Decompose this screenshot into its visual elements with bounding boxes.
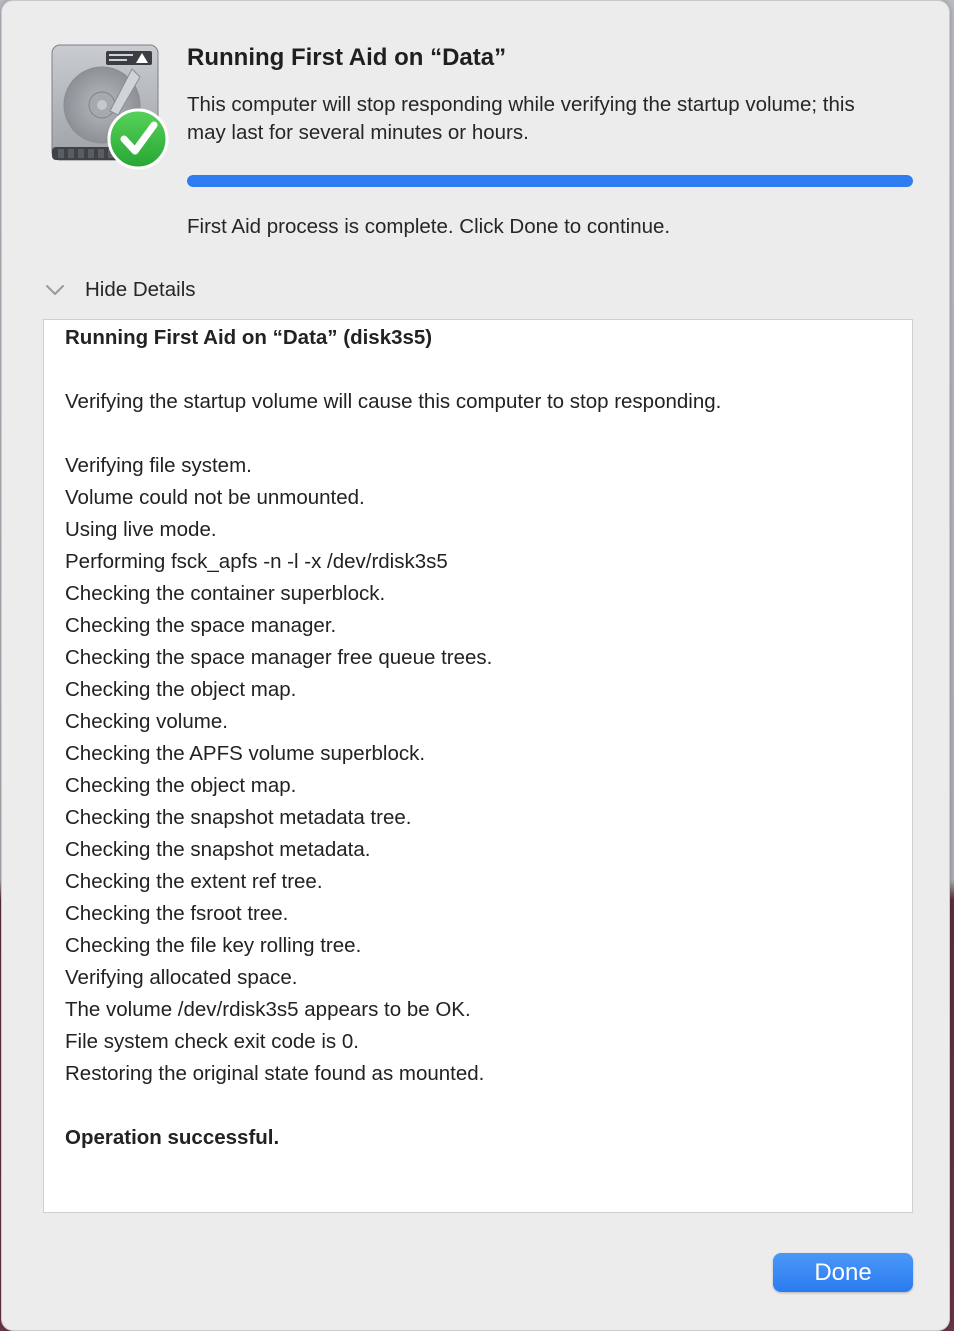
log-line: The volume /dev/rdisk3s5 appears to be OK.: [65, 998, 471, 1021]
hide-details-label[interactable]: Hide Details: [85, 278, 196, 301]
log-warning: Verifying the startup volume will cause this computer to stop responding.: [65, 390, 722, 413]
log-line: Using live mode.: [65, 518, 217, 541]
progress-bar: [187, 175, 913, 187]
log-line: Checking volume.: [65, 710, 228, 733]
log-line: Checking the APFS volume superblock.: [65, 742, 426, 765]
done-button[interactable]: Done: [773, 1253, 913, 1292]
log-line: Checking the object map.: [65, 678, 297, 701]
dialog-title: Running First Aid on “Data”: [187, 44, 507, 71]
log-line: Checking the space manager free queue trees.: [65, 646, 493, 669]
log-line: Performing fsck_apfs -n -l -x /dev/rdisk3s5: [65, 550, 448, 573]
hide-details-toggle[interactable]: [40, 273, 196, 307]
status-text: First Aid process is complete. Click Done to continue.: [187, 215, 671, 238]
log-heading: Running First Aid on “Data” (disk3s5): [65, 326, 433, 349]
log-line: Verifying allocated space.: [65, 966, 298, 989]
progress-fill: [187, 175, 913, 187]
log-line: Volume could not be unmounted.: [65, 486, 365, 509]
log-line: Checking the file key rolling tree.: [65, 934, 362, 957]
log-line: Checking the snapshot metadata.: [65, 838, 371, 861]
log-line: Checking the space manager.: [65, 614, 337, 637]
log-line: Restoring the original state found as mounted.: [65, 1062, 485, 1085]
dialog-message: This computer will stop responding while verifying the startup volume; this may last for several minutes or hours.: [187, 93, 855, 144]
log-lines: [65, 450, 891, 1090]
details-log[interactable]: [43, 319, 913, 1213]
log-line: Checking the object map.: [65, 774, 297, 797]
chevron-down-icon[interactable]: [40, 275, 70, 305]
first-aid-dialog: [1, 0, 950, 1331]
log-line: Checking the extent ref tree.: [65, 870, 323, 893]
internal-drive-icon: [48, 43, 172, 171]
log-line: Verifying file system.: [65, 454, 252, 477]
log-line: File system check exit code is 0.: [65, 1030, 359, 1053]
log-line: Checking the fsroot tree.: [65, 902, 289, 925]
log-line: Checking the container superblock.: [65, 582, 386, 605]
log-result: Operation successful.: [65, 1126, 280, 1149]
log-line: Checking the snapshot metadata tree.: [65, 806, 412, 829]
